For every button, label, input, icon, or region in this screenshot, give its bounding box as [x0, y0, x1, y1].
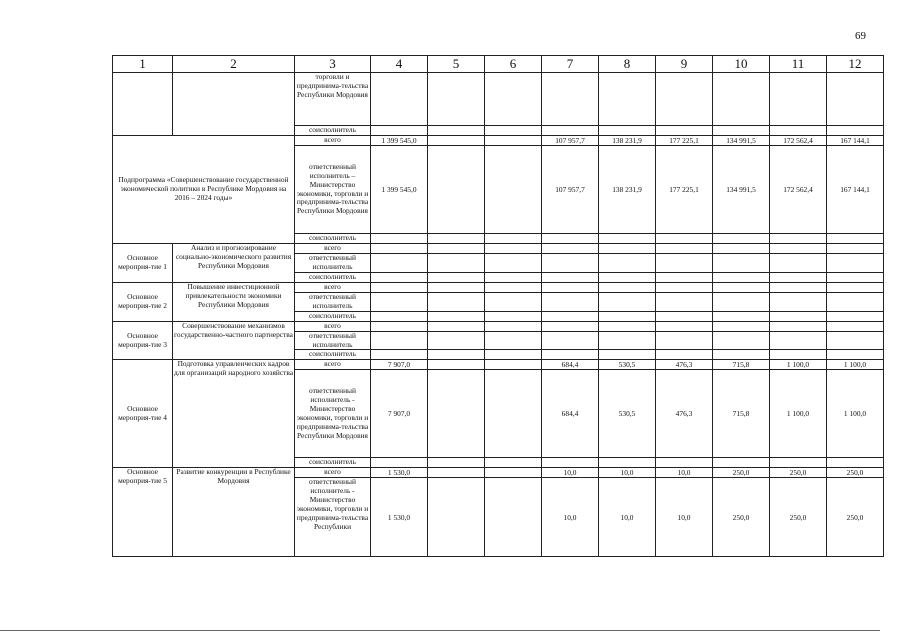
value-cell: 7 907,0: [371, 370, 428, 458]
total-label: всего: [295, 282, 371, 292]
value-cell: 177 225,1: [656, 136, 713, 146]
value-cell: 1 530,0: [371, 468, 428, 478]
header-cell: 7: [542, 56, 599, 73]
table-row: [113, 136, 884, 146]
value-cell: [428, 146, 485, 234]
total-label: всего: [295, 136, 371, 146]
value-cell: [428, 478, 485, 557]
value-cell: 250,0: [827, 468, 884, 478]
header-cell: 10: [713, 56, 770, 73]
value-cell: 138 231,9: [599, 136, 656, 146]
value-cell: [428, 136, 485, 146]
value-cell: 684,4: [542, 360, 599, 370]
header-cell: 6: [485, 56, 542, 73]
value-cell: [485, 136, 542, 146]
value-cell: 167 144,1: [827, 146, 884, 234]
header-cell: 12: [827, 56, 884, 73]
header-cell: 8: [599, 56, 656, 73]
value-cell: 250,0: [770, 478, 827, 557]
value-cell: 1 100,0: [770, 360, 827, 370]
value-cell: 10,0: [599, 478, 656, 557]
coexecutor-cell: соисполнитель: [295, 234, 371, 244]
measure-name: Анализ и прогнозирование социально-экономического развития Республики Мордовия: [173, 244, 295, 283]
value-cell: 1 399 545,0: [371, 146, 428, 234]
value-cell: [428, 468, 485, 478]
value-cell: 10,0: [542, 468, 599, 478]
measure-id: Основное мероприя-тие 4: [113, 360, 173, 468]
value-cell: 476,3: [656, 370, 713, 458]
responsible-cell: ответственный исполнитель: [295, 292, 371, 311]
value-cell: 10,0: [542, 478, 599, 557]
value-cell: 1 100,0: [827, 370, 884, 458]
value-cell: [485, 370, 542, 458]
coexecutor-cell: соисполнитель: [295, 311, 371, 321]
value-cell: 530,5: [599, 370, 656, 458]
measure-name: Повышение инвестиционной привлекательности экономики Республики Мордовия: [173, 282, 295, 321]
value-cell: 1 100,0: [827, 360, 884, 370]
measure-id: Основное мероприя-тие 2: [113, 282, 173, 321]
value-cell: 250,0: [713, 478, 770, 557]
table-row: [113, 360, 884, 370]
value-cell: 1 100,0: [770, 370, 827, 458]
value-cell: 715,8: [713, 370, 770, 458]
value-cell: 1 399 545,0: [371, 136, 428, 146]
value-cell: 1 530,0: [371, 478, 428, 557]
value-cell: [485, 146, 542, 234]
subprogram-name: Подпрограмма «Совершенствование государственной экономической политики в Республике Мордовия на 2016 – 2024 годы»: [113, 136, 295, 244]
total-label: всего: [295, 244, 371, 254]
header-cell: 3: [295, 56, 371, 73]
coexecutor-cell: соисполнитель: [295, 126, 371, 136]
measure-id: Основное мероприя-тие 3: [113, 321, 173, 360]
budget-table: [112, 55, 884, 557]
table-row: [113, 282, 884, 292]
measure-id: Основное мероприя-тие 5: [113, 468, 173, 557]
value-cell: 10,0: [656, 468, 713, 478]
measure-name: Развитие конкуренции в Республике Мордовия: [173, 468, 295, 557]
table-row: [113, 468, 884, 478]
coexecutor-cell: соисполнитель: [295, 350, 371, 360]
measure-id: Основное мероприя-тие 1: [113, 244, 173, 283]
value-cell: 177 225,1: [656, 146, 713, 234]
responsible-cell: ответственный исполнитель: [295, 254, 371, 273]
value-cell: [485, 478, 542, 557]
page-number: 69: [855, 30, 866, 42]
responsible-cell: ответственный исполнитель - Министерство экономики, торговли и предпринима-тельства Республики Мордовия: [295, 370, 371, 458]
total-label: всего: [295, 321, 371, 331]
value-cell: 172 562,4: [770, 146, 827, 234]
value-cell: 167 144,1: [827, 136, 884, 146]
value-cell: 10,0: [599, 468, 656, 478]
total-label: всего: [295, 360, 371, 370]
value-cell: [428, 370, 485, 458]
value-cell: 172 562,4: [770, 136, 827, 146]
value-cell: [485, 360, 542, 370]
value-cell: 138 231,9: [599, 146, 656, 234]
header-cell: 11: [770, 56, 827, 73]
value-cell: [428, 360, 485, 370]
value-cell: 107 957,7: [542, 146, 599, 234]
value-cell: 250,0: [827, 478, 884, 557]
coexecutor-cell: соисполнитель: [295, 272, 371, 282]
page-edge-line: [0, 630, 880, 631]
table-row: [113, 321, 884, 331]
value-cell: 684,4: [542, 370, 599, 458]
header-cell: 1: [113, 56, 173, 73]
measure-name: Совершенствование механизмов государственно-частного партнерства: [173, 321, 295, 360]
table-row: [113, 73, 884, 126]
value-cell: 10,0: [656, 478, 713, 557]
responsible-cell: торговли и предпринима-тельства Республики Мордовия: [295, 73, 371, 126]
value-cell: 134 991,5: [713, 136, 770, 146]
header-cell: 9: [656, 56, 713, 73]
value-cell: 476,3: [656, 360, 713, 370]
value-cell: 7 907,0: [371, 360, 428, 370]
responsible-cell: ответственный исполнитель - Министерство экономики, торговли и предпринима-тельства Республики: [295, 478, 371, 557]
header-cell: 5: [428, 56, 485, 73]
header-cell: 4: [371, 56, 428, 73]
measure-name: Подготовка управленческих кадров для организаций народного хозяйства: [173, 360, 295, 468]
header-cell: 2: [173, 56, 295, 73]
value-cell: 250,0: [713, 468, 770, 478]
coexecutor-cell: соисполнитель: [295, 458, 371, 468]
value-cell: 530,5: [599, 360, 656, 370]
value-cell: 715,8: [713, 360, 770, 370]
table-row: [113, 244, 884, 254]
header-row: [113, 56, 884, 73]
value-cell: 107 957,7: [542, 136, 599, 146]
total-label: всего: [295, 468, 371, 478]
responsible-cell: ответственный исполнитель – Министерство экономики, торговли и предпринима-тельства Республики Мордовия: [295, 146, 371, 234]
value-cell: 250,0: [770, 468, 827, 478]
value-cell: 134 991,5: [713, 146, 770, 234]
value-cell: [485, 468, 542, 478]
responsible-cell: ответственный исполнитель: [295, 331, 371, 350]
